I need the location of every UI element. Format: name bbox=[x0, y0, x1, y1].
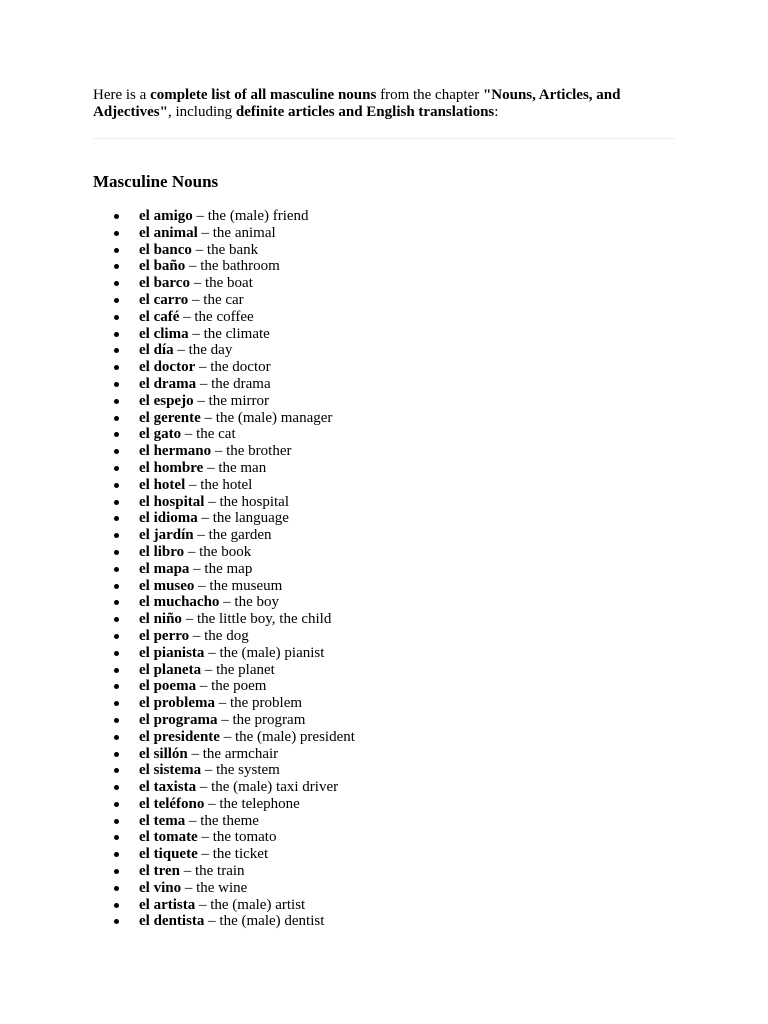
separator: – bbox=[197, 829, 213, 846]
noun-term: el sistema bbox=[139, 762, 202, 779]
bullet-icon bbox=[114, 852, 119, 857]
noun-translation: the train bbox=[194, 863, 245, 880]
bullet-icon bbox=[114, 903, 119, 908]
noun-translation: the bathroom bbox=[200, 258, 280, 275]
noun-term: el vino bbox=[139, 879, 182, 896]
separator: – bbox=[187, 745, 203, 762]
list-item bbox=[93, 813, 355, 830]
bullet-icon bbox=[114, 315, 119, 320]
noun-term: el tiquete bbox=[139, 846, 198, 863]
separator: – bbox=[219, 594, 235, 611]
bullet-icon bbox=[114, 600, 119, 605]
separator: – bbox=[204, 913, 220, 930]
noun-term: el clima bbox=[139, 325, 189, 342]
intro-text: , including bbox=[167, 104, 236, 120]
intro-paragraph bbox=[93, 87, 675, 121]
noun-term: el idioma bbox=[139, 510, 198, 527]
bullet-icon bbox=[114, 533, 119, 538]
bullet-icon bbox=[114, 281, 119, 286]
bullet-icon bbox=[114, 785, 119, 790]
bullet-icon bbox=[114, 382, 119, 387]
noun-translation: the (male) friend bbox=[207, 208, 309, 224]
bullet-icon bbox=[114, 264, 119, 269]
separator: – bbox=[204, 795, 220, 812]
noun-term: el banco bbox=[139, 241, 192, 258]
bullet-icon bbox=[114, 668, 119, 673]
separator: – bbox=[191, 241, 207, 258]
noun-translation: the problem bbox=[229, 695, 303, 712]
noun-term: el carro bbox=[139, 291, 189, 308]
noun-term: el barco bbox=[139, 275, 190, 292]
bullet-icon bbox=[114, 248, 119, 253]
list-item bbox=[93, 913, 355, 930]
bullet-icon bbox=[114, 466, 119, 471]
bullet-icon bbox=[114, 718, 119, 723]
separator: – bbox=[204, 644, 220, 661]
noun-translation: the car bbox=[203, 291, 244, 308]
list-item bbox=[93, 628, 355, 645]
intro-emphasis: complete list of all masculine nouns bbox=[150, 87, 377, 103]
noun-translation: the map bbox=[204, 560, 253, 577]
bullet-icon bbox=[114, 298, 119, 303]
noun-term: el tema bbox=[139, 812, 186, 829]
bullet-icon bbox=[114, 886, 119, 891]
list-item bbox=[93, 796, 355, 813]
separator: – bbox=[201, 762, 217, 779]
noun-translation: the boy bbox=[234, 594, 279, 611]
noun-term: el artista bbox=[139, 896, 196, 913]
noun-translation: the theme bbox=[200, 812, 259, 829]
list-item bbox=[93, 880, 355, 897]
separator: – bbox=[196, 678, 212, 695]
noun-list bbox=[93, 208, 355, 930]
separator: – bbox=[188, 325, 204, 342]
list-item bbox=[93, 829, 355, 846]
noun-term: el drama bbox=[139, 375, 197, 392]
separator: – bbox=[189, 627, 205, 644]
noun-translation: the coffee bbox=[194, 308, 254, 325]
separator: – bbox=[179, 308, 195, 325]
noun-translation: the (male) artist bbox=[210, 896, 306, 913]
list-item bbox=[93, 494, 355, 511]
noun-translation: the bank bbox=[206, 241, 259, 258]
bullet-icon bbox=[114, 869, 119, 874]
noun-translation: the system bbox=[216, 762, 280, 779]
noun-translation: the day bbox=[188, 342, 233, 359]
list-item bbox=[93, 359, 355, 376]
noun-term: el hombre bbox=[139, 459, 204, 476]
list-item bbox=[93, 544, 355, 561]
intro-text: Here is a bbox=[93, 87, 151, 103]
bullet-icon bbox=[114, 752, 119, 757]
noun-translation: the tomato bbox=[212, 829, 277, 846]
noun-term: el tomate bbox=[139, 829, 198, 846]
bullet-icon bbox=[114, 919, 119, 924]
noun-term: el sillón bbox=[139, 745, 188, 762]
bullet-icon bbox=[114, 449, 119, 454]
noun-term: el programa bbox=[139, 711, 218, 728]
noun-translation: the wine bbox=[196, 879, 248, 896]
noun-term: el día bbox=[139, 342, 174, 359]
noun-translation: the (male) manager bbox=[215, 409, 333, 426]
separator: – bbox=[211, 443, 227, 460]
noun-translation: the mirror bbox=[208, 392, 269, 409]
noun-translation: the language bbox=[212, 510, 289, 527]
noun-translation: the garden bbox=[208, 527, 272, 544]
separator: – bbox=[181, 879, 197, 896]
noun-term: el pianista bbox=[139, 644, 205, 661]
intro-emphasis: definite articles and English translations bbox=[235, 104, 495, 120]
noun-translation: the program bbox=[232, 711, 306, 728]
separator: – bbox=[196, 375, 212, 392]
noun-translation: the drama bbox=[211, 375, 271, 392]
separator: – bbox=[197, 510, 213, 527]
bullet-icon bbox=[114, 500, 119, 505]
bullet-icon bbox=[114, 399, 119, 404]
separator: – bbox=[219, 728, 235, 745]
noun-term: el hospital bbox=[139, 493, 205, 510]
list-item bbox=[93, 477, 355, 494]
noun-term: el muchacho bbox=[139, 594, 220, 611]
bullet-icon bbox=[114, 735, 119, 740]
bullet-icon bbox=[114, 516, 119, 521]
separator: – bbox=[196, 779, 212, 796]
list-item bbox=[93, 712, 355, 729]
intro-text: : bbox=[494, 104, 499, 120]
bullet-icon bbox=[114, 348, 119, 353]
separator: – bbox=[195, 896, 211, 913]
noun-term: el mapa bbox=[139, 560, 190, 577]
list-item bbox=[93, 762, 355, 779]
separator: – bbox=[189, 275, 205, 292]
noun-term: el espejo bbox=[139, 392, 194, 409]
list-item bbox=[93, 527, 355, 544]
bullet-icon bbox=[114, 584, 119, 589]
list-item bbox=[93, 510, 355, 527]
section-heading: Masculine Nouns bbox=[93, 172, 219, 191]
noun-term: el café bbox=[139, 308, 180, 325]
noun-translation: the book bbox=[199, 543, 252, 560]
bullet-icon bbox=[114, 634, 119, 639]
noun-translation: the telephone bbox=[219, 795, 300, 812]
list-item bbox=[93, 578, 355, 595]
bullet-icon bbox=[114, 802, 119, 807]
noun-translation: the (male) president bbox=[234, 728, 355, 745]
bullet-icon bbox=[114, 550, 119, 555]
noun-translation: the boat bbox=[204, 275, 253, 292]
noun-term: el museo bbox=[139, 577, 195, 594]
noun-translation: the poem bbox=[211, 678, 267, 695]
noun-term: el hotel bbox=[139, 476, 186, 493]
bullet-icon bbox=[114, 432, 119, 437]
noun-term: el jardín bbox=[139, 527, 194, 544]
list-item bbox=[93, 779, 355, 796]
noun-translation: the museum bbox=[209, 577, 283, 594]
noun-term: el doctor bbox=[139, 359, 196, 376]
noun-term: el planeta bbox=[139, 661, 202, 678]
separator: – bbox=[185, 258, 201, 275]
separator: – bbox=[214, 695, 230, 712]
noun-translation: the armchair bbox=[202, 745, 279, 762]
separator: – bbox=[185, 812, 201, 829]
separator: – bbox=[200, 409, 216, 426]
intro-text: from the chapter bbox=[376, 87, 483, 103]
list-item bbox=[93, 275, 355, 292]
separator: – bbox=[189, 560, 205, 577]
noun-translation: the (male) dentist bbox=[219, 913, 325, 930]
list-item bbox=[93, 242, 355, 259]
list-item bbox=[93, 410, 355, 427]
list-item bbox=[93, 309, 355, 326]
noun-term: el teléfono bbox=[139, 795, 205, 812]
separator: – bbox=[195, 359, 211, 376]
bullet-icon bbox=[114, 332, 119, 337]
bullet-icon bbox=[114, 701, 119, 706]
list-item bbox=[93, 695, 355, 712]
noun-term: el hermano bbox=[139, 443, 212, 460]
noun-translation: the (male) taxi driver bbox=[211, 779, 339, 796]
list-item bbox=[93, 443, 355, 460]
noun-translation: the man bbox=[218, 459, 267, 476]
noun-term: el gato bbox=[139, 426, 182, 443]
bullet-icon bbox=[114, 768, 119, 773]
bullet-icon bbox=[114, 835, 119, 840]
noun-term: el libro bbox=[139, 543, 185, 560]
bullet-icon bbox=[114, 231, 119, 236]
list-item bbox=[93, 258, 355, 275]
noun-translation: the climate bbox=[203, 325, 270, 342]
list-item bbox=[93, 746, 355, 763]
list-item bbox=[93, 208, 355, 225]
separator: – bbox=[217, 711, 233, 728]
separator: – bbox=[181, 426, 197, 443]
noun-term: el amigo bbox=[139, 208, 193, 224]
noun-translation: the doctor bbox=[210, 359, 271, 376]
bullet-icon bbox=[114, 214, 119, 219]
list-item bbox=[93, 662, 355, 679]
bullet-icon bbox=[114, 416, 119, 421]
list-item bbox=[93, 460, 355, 477]
list-item bbox=[93, 326, 355, 343]
noun-term: el perro bbox=[139, 627, 190, 644]
divider bbox=[93, 138, 675, 139]
separator: – bbox=[181, 611, 197, 628]
list-item bbox=[93, 863, 355, 880]
list-item bbox=[93, 611, 355, 628]
noun-translation: the dog bbox=[204, 627, 249, 644]
separator: – bbox=[192, 208, 208, 224]
noun-term: el taxista bbox=[139, 779, 197, 796]
bullet-icon bbox=[114, 483, 119, 488]
bullet-icon bbox=[114, 684, 119, 689]
noun-term: el presidente bbox=[139, 728, 220, 745]
list-item bbox=[93, 645, 355, 662]
noun-term: el tren bbox=[139, 863, 180, 880]
separator: – bbox=[173, 342, 189, 359]
list-item bbox=[93, 678, 355, 695]
list-item bbox=[93, 561, 355, 578]
noun-translation: the animal bbox=[212, 224, 276, 241]
bullet-icon bbox=[114, 567, 119, 572]
list-item bbox=[93, 292, 355, 309]
separator: – bbox=[197, 846, 213, 863]
noun-term: el poema bbox=[139, 678, 197, 695]
noun-term: el baño bbox=[139, 258, 186, 275]
separator: – bbox=[185, 476, 201, 493]
noun-term: el problema bbox=[139, 695, 215, 712]
list-item bbox=[93, 594, 355, 611]
noun-translation: the hospital bbox=[219, 493, 290, 510]
list-item bbox=[93, 426, 355, 443]
noun-translation: the planet bbox=[216, 661, 275, 678]
list-item bbox=[93, 376, 355, 393]
noun-translation: the (male) pianist bbox=[219, 644, 325, 661]
separator: – bbox=[184, 543, 200, 560]
separator: – bbox=[204, 493, 220, 510]
bullet-icon bbox=[114, 651, 119, 656]
noun-translation: the brother bbox=[226, 443, 292, 460]
noun-translation: the hotel bbox=[200, 476, 253, 493]
noun-translation: the cat bbox=[196, 426, 236, 443]
separator: – bbox=[188, 291, 204, 308]
noun-term: el dentista bbox=[139, 913, 205, 930]
noun-term: el animal bbox=[139, 224, 198, 241]
noun-term: el gerente bbox=[139, 409, 201, 426]
separator: – bbox=[197, 224, 213, 241]
noun-translation: the little boy, the child bbox=[196, 611, 332, 628]
noun-translation: the ticket bbox=[212, 846, 269, 863]
bullet-icon bbox=[114, 819, 119, 824]
separator: – bbox=[193, 527, 209, 544]
list-item bbox=[93, 342, 355, 359]
list-item bbox=[93, 729, 355, 746]
bullet-icon bbox=[114, 365, 119, 370]
list-item bbox=[93, 846, 355, 863]
bullet-icon bbox=[114, 617, 119, 622]
separator: – bbox=[201, 661, 217, 678]
separator: – bbox=[193, 392, 209, 409]
list-item bbox=[93, 225, 355, 242]
list-item bbox=[93, 897, 355, 914]
chapter-title: "Nouns, Articles, and Adjectives" bbox=[93, 87, 621, 120]
separator: – bbox=[179, 863, 195, 880]
document-page bbox=[93, 87, 675, 930]
separator: – bbox=[203, 459, 219, 476]
noun-term: el niño bbox=[139, 611, 182, 628]
list-item bbox=[93, 393, 355, 410]
separator: – bbox=[194, 577, 210, 594]
